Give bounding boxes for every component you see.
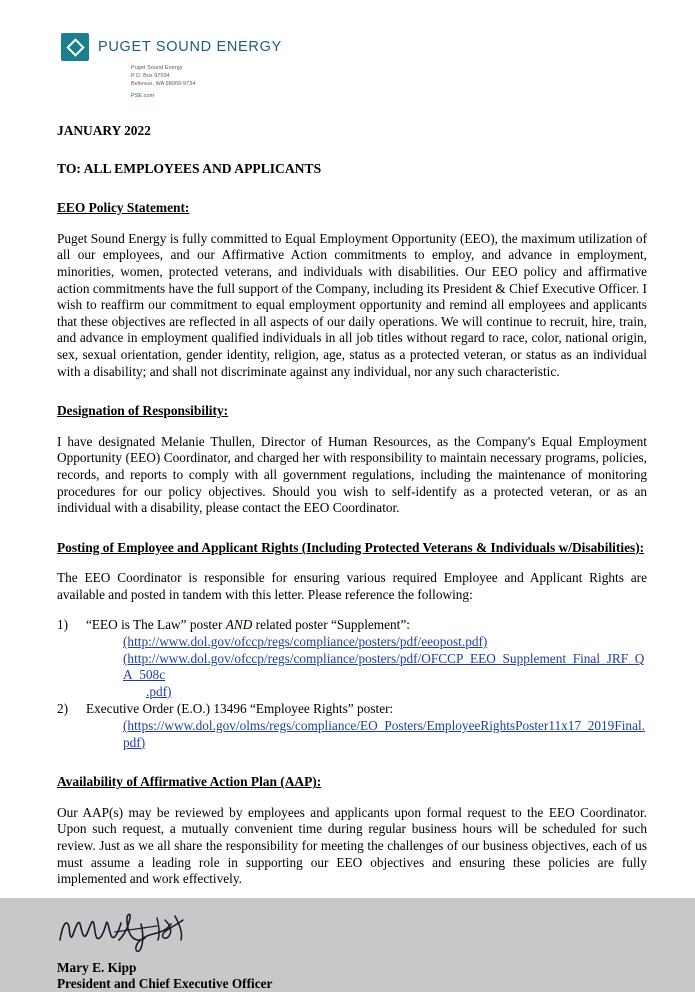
paragraph-eeo-policy: Puget Sound Energy is fully committed to Equal Employment Opportunity (EEO), the maximum utilization of all our employees, and our Affirmative Action commitments to employ, and advance in employment, minorities, women, protected veterans, and individuals with disabilities. Our EEO policy and affirmative action commitments have the full support of the Company, including its President & Chief Executive Officer. I wish to reaffirm our commitment to equal employment opportunity and remind all employees and applicants that these objectives are reflected in all aspects of our daily operations. We will continue to recruit, hire, train, and advance in employment qualified individuals in all job titles without regard to race, color, national origin, sex, sexual orientation, gender identity, religion, age, status as a protected veteran, or status as an individual with a disability; and shall not discriminate against any individual, nor any such characteristic.	[57, 230, 647, 379]
link-employee-rights-poster-pdf[interactable]: (https://www.dol.gov/olms/regs/compliance/EO_Posters/EmployeeRightsPoster11x17_2019Final.pdf)	[123, 718, 645, 750]
letterhead	[57, 0, 647, 105]
link-eeo-supplement-pdf-cont[interactable]: .pdf)	[146, 683, 172, 699]
address-line-3: Bellevue, WA 98009-9734	[131, 81, 196, 88]
company-name: PUGET SOUND ENERGY	[98, 39, 282, 55]
signer-name: Mary E. Kipp	[57, 959, 137, 975]
pse-logo	[61, 33, 282, 61]
signer-title: President and Chief Executive Officer	[57, 975, 273, 991]
list-item-text-after: related poster “Supplement”:	[252, 617, 410, 633]
paragraph-designation: I have designated Melanie Thullen, Director of Human Resources, as the Company's Equal Employment Opportunity (EEO) Coordinator, and charged her with responsibility to maintain necessary programs, policies, records, and reports to comply with all government regulations, including the maintenance of monitoring procedures for our policy objectives. Should you wish to self-identify as a protected veteran, or as an individual with a disability, please contact the EEO Coordinator.	[57, 433, 647, 516]
list-item-text-before: “EEO is The Law” poster	[86, 617, 226, 633]
website-link[interactable]: PSE.com	[131, 92, 155, 99]
heading-posting-rights: Posting of Employee and Applicant Rights (Including Protected Veterans & Individuals w/Disabilities):	[57, 539, 645, 555]
list-item-number: 2)	[57, 701, 69, 717]
address-line-2: P.O. Box 97034	[131, 73, 170, 80]
signature-image	[57, 910, 647, 954]
letter-date: JANUARY 2022	[57, 123, 151, 138]
letter-body	[57, 123, 647, 992]
pse-logo-icon	[61, 33, 89, 61]
list-item-number: 1)	[57, 617, 69, 633]
list-item	[57, 701, 647, 751]
link-eeopost-pdf[interactable]: (http://www.dol.gov/ofccp/regs/compliance/posters/pdf/eeopost.pdf)	[123, 634, 488, 650]
list-item-text-italic: AND	[225, 617, 253, 633]
link-eeo-supplement-pdf[interactable]: (http://www.dol.gov/ofccp/regs/compliance/posters/pdf/OFCCP_EEO_Supplement_Final_JRF_QA_508c	[123, 650, 645, 683]
heading-eeo-policy: EEO Policy Statement:	[57, 200, 190, 216]
letterhead-address	[131, 64, 195, 100]
heading-designation: Designation of Responsibility:	[57, 403, 229, 419]
signature-block	[57, 960, 647, 992]
list-item-text-before: Executive Order (E.O.) 13496 “Employee Rights” poster:	[86, 701, 394, 717]
letter-recipient: TO: ALL EMPLOYEES AND APPLICANTS	[57, 160, 322, 176]
address-line-1: Puget Sound Energy	[131, 65, 183, 71]
paragraph-posting-rights: The EEO Coordinator is responsible for ensuring various required Employee and Applicant Rights are available and posted in tandem with this letter. Please reference the following:	[57, 570, 647, 602]
document-content	[57, 0, 647, 992]
heading-aap-availability: Availability of Affirmative Action Plan (AAP):	[57, 774, 322, 790]
list-item	[57, 617, 647, 700]
paragraph-aap-availability: Our AAP(s) may be reviewed by employees and applicants upon formal request to the EEO Coordinator. Upon such request, a mutually convenient time during regular business hours will be scheduled for such review. Just as we all share the responsibility for meeting the challenges of our business objectives, each of us must assume a leading role in supporting our EEO objectives and ensuring these policies are fully implemented and work effectively.	[57, 804, 647, 887]
poster-list	[57, 617, 647, 751]
